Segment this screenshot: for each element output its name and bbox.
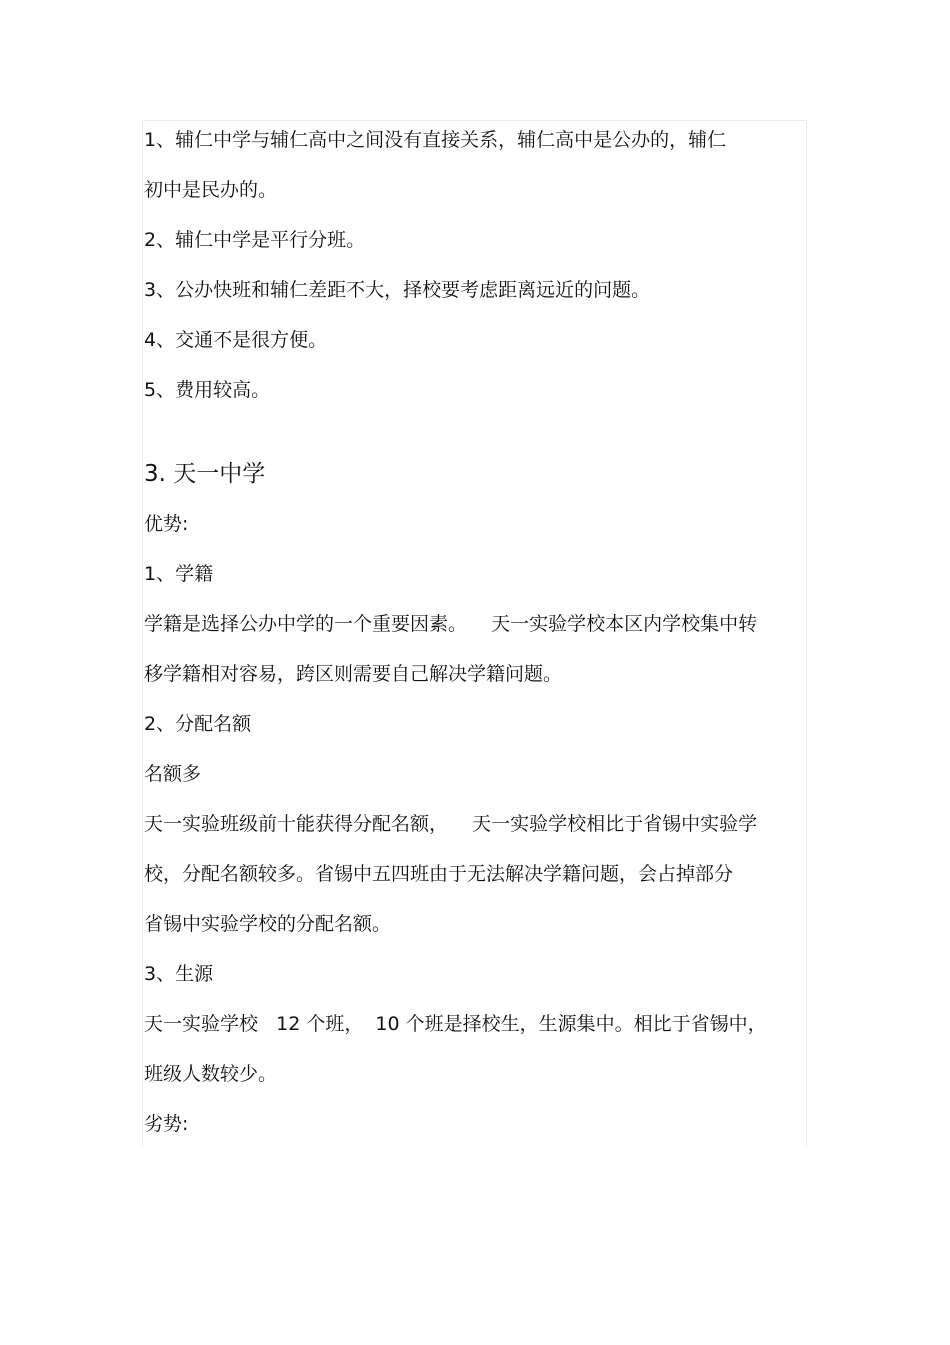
- text-line: 学籍是选择公办中学的一个重要因素。 天一实验学校本区内学校集中转: [144, 613, 758, 635]
- text-line: 天一实验班级前十能获得分配名额， 天一实验学校相比于省锡中实验学: [144, 813, 758, 835]
- text-line: 2、辅仁中学是平行分班。: [144, 229, 366, 251]
- text-line: 初中是民办的。: [144, 179, 278, 201]
- text-line: 1、辅仁中学与辅仁高中之间没有直接关系，辅仁高中是公办的，辅仁: [144, 129, 727, 151]
- text-line: 移学籍相对容易，跨区则需要自己解决学籍问题。: [144, 663, 563, 685]
- text-line: 1、学籍: [144, 563, 214, 585]
- text-line: 天一实验学校 12 个班， 10 个班是择校生，生源集中。相比于省锡中，: [144, 1013, 767, 1035]
- section-heading: 3. 天一中学: [144, 461, 266, 487]
- text-line: 4、交通不是很方便。: [144, 329, 328, 351]
- text-line: 名额多: [144, 763, 202, 785]
- text-line: 班级人数较少。: [144, 1063, 278, 1085]
- text-line: 3、生源: [144, 963, 214, 985]
- text-line: 3、公办快班和辅仁差距不大，择校要考虑距离远近的问题。: [144, 279, 651, 301]
- text-line: 校，分配名额较多。省锡中五四班由于无法解决学籍问题，会占掉部分: [144, 863, 734, 885]
- text-line: 省锡中实验学校的分配名额。: [144, 913, 392, 935]
- text-line: 5、费用较高。: [144, 379, 271, 401]
- advantages-label: 优势:: [144, 513, 189, 535]
- disadvantages-label: 劣势:: [144, 1113, 189, 1135]
- text-line: 2、分配名额: [144, 713, 252, 735]
